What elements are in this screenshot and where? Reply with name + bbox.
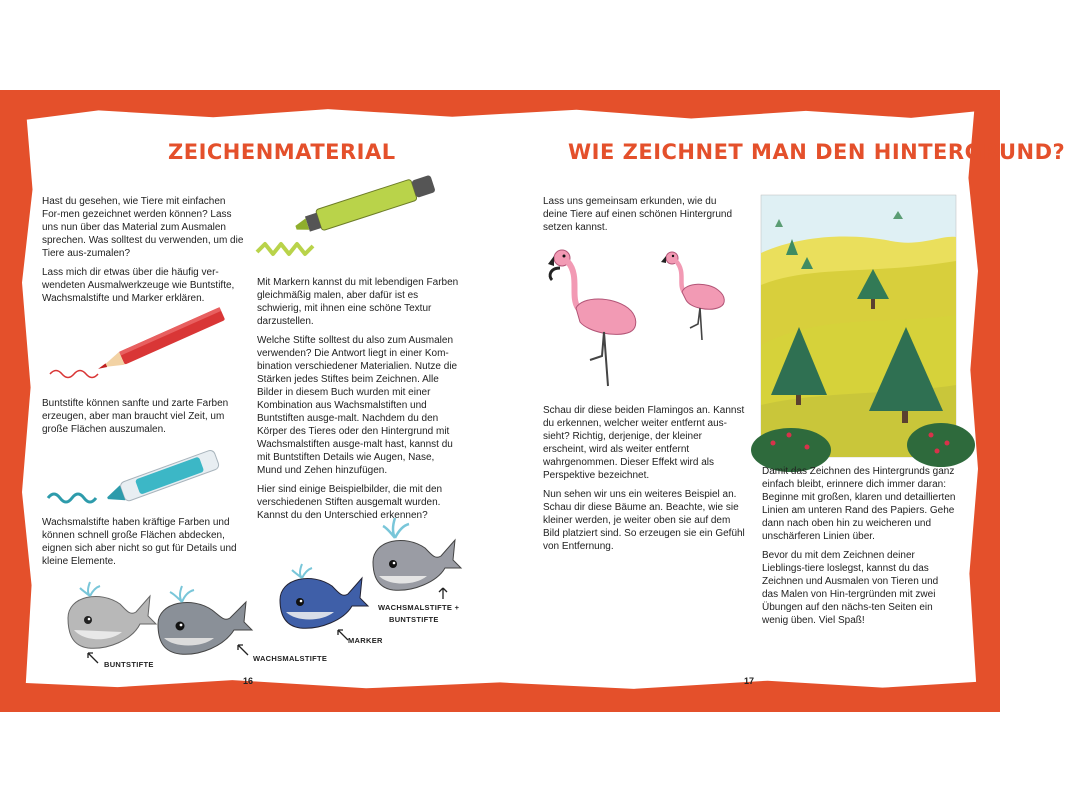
whale-combo-illustration xyxy=(365,512,465,597)
left-page-title: ZEICHENMATERIAL xyxy=(168,140,396,164)
label-combo-line-2: BUNTSTIFTE xyxy=(389,615,439,624)
whale-buntstifte-illustration xyxy=(60,578,160,658)
page-number-left: 16 xyxy=(243,676,254,686)
background-tips-text xyxy=(762,465,957,633)
label-combo-line-1: WACHSMALSTIFTE + xyxy=(378,603,460,612)
crayon-icon xyxy=(98,448,228,508)
right-page-title: WIE ZEICHNET MAN DEN HINTERGRUND? xyxy=(568,140,1065,164)
marker-and-usage-text xyxy=(257,276,460,528)
marker-stroke-sample xyxy=(255,240,335,260)
buntstifte-description: Buntstifte können sanfte und zarte Farben erzeugen, aber man braucht viel Zeit, um große Flächen auszumalen. xyxy=(42,398,229,435)
intro-paragraph-2: Lass mich dir etwas über die häufig ver-wendeten Ausmalwerkzeuge wie Buntstifte, Wachsmalstifte und Marker erklären. xyxy=(42,267,235,304)
crayon-stroke-sample xyxy=(46,490,106,504)
arrow-icon xyxy=(236,643,250,657)
label-wachsmalstifte: WACHSMALSTIFTE xyxy=(253,654,328,663)
label-marker: MARKER xyxy=(348,636,383,645)
background-paragraph-2: Bevor du mit dem Zeichnen deiner Lieblings-tiere loslegst, kannst du das Zeichnen und Ausmalen von Tieren und das Malen von Hin-tergründen mit zwei Übungen auf den nächs-ten Seiten ein wenig üben. Viel Spaß! xyxy=(762,550,939,626)
background-paragraph-1: Damit das Zeichnen des Hintergrunds ganz einfach bleibt, erinnere dich immer daran: Beginne mit großen, klaren und detaillierten Linien am unteren Rand des Papiers. Gehe dann nach oben hin zu weicheren und unschärferen Linien über. xyxy=(762,466,956,542)
flamingo-small-illustration xyxy=(660,248,730,343)
flamingo-large-illustration xyxy=(546,246,656,391)
pencil-stroke-sample xyxy=(48,366,108,380)
intro-text xyxy=(42,195,245,311)
page-number-right: 17 xyxy=(744,676,755,686)
background-intro: Lass uns gemeinsam erkunden, wie du deine Tiere auf einen schönen Hintergrund setzen kannst. xyxy=(543,196,733,233)
arrow-icon xyxy=(86,651,100,665)
marker-description: Mit Markern kannst du mit lebendigen Farben gleichmäßig malen, aber dafür ist es schwierig, mit ihnen eine schöne Textur darzustellen. xyxy=(257,277,459,327)
perspective-text xyxy=(543,404,745,559)
trees-paragraph: Nun sehen wir uns ein weiteres Beispiel an. Schau dir diese Bäume an. Beachte, wie sie kleiner werden, je weiter oben sie auf dem Bild platziert sind. So erzeugen sie ein Gefühl von Entfernung. xyxy=(543,489,745,552)
intro-paragraph-1: Hast du gesehen, wie Tiere mit einfachen For-men gezeichnet werden können? Lass uns nun über das Material zum Ausmalen sprechen. Was solltest du verwenden, um die Tiere aus-zumalen? xyxy=(42,196,244,259)
whale-marker-illustration xyxy=(272,558,372,638)
marker-icon xyxy=(248,178,448,248)
which-pens-paragraph: Welche Stifte solltest du also zum Ausmalen verwenden? Die Antwort liegt in einer Kom-bination verschiedener Materialien. Nutze die Stärken jedes Stiftes beim Zeichnen. Alle Bilder in diesem Buch wurden mit einer Kombination aus Wachsmalstiften und Buntstiften ausge-malt. Nachdem du den Körper des Tieres oder den Hintergrund mit Wachsmalstiften ausge-malt hast, kannst du mit Buntstiften Details wie Augen, Nase, Mund und Zehen hinzufügen. xyxy=(257,335,458,476)
colored-pencil-icon xyxy=(88,305,238,375)
landscape-illustration xyxy=(761,195,956,457)
wachsmalstifte-description: Wachsmalstifte haben kräftige Farben und können schnell große Flächen abdecken, eignen sich aber nicht so gut für Details und kleine Elemente. xyxy=(42,517,237,567)
flamingo-paragraph: Schau dir diese beiden Flamingos an. Kannst du erkennen, welcher weiter entfernt aus-sieht? Richtig, derjenige, der kleiner erscheint, wird als weiter entfernt wahrgenommen. Dieser Effekt wird als Perspektive bezeichnet. xyxy=(543,405,745,481)
arrow-icon xyxy=(436,586,450,600)
label-buntstifte: BUNTSTIFTE xyxy=(104,660,154,669)
examples-paragraph: Hier sind einige Beispielbilder, die mit den verschiedenen Stiften ausgemalt wurden. Kannst du den Unterschied erkennen? xyxy=(257,484,443,521)
